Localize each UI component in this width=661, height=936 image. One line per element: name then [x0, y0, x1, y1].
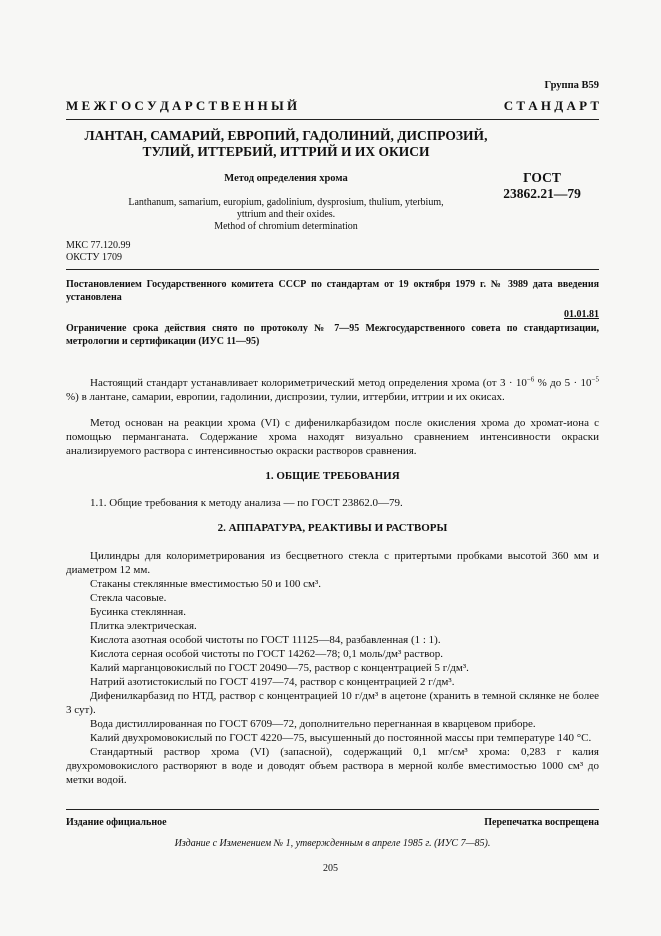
mks-code: МКС 77.120.99: [66, 240, 131, 251]
resolution-text: Постановлением Государственного комитета СССР по стандартам от 19 октября 1979 г. № 3989 дата введения установлена: [66, 279, 599, 303]
list-item: Кислота серная особой чистоты по ГОСТ 14262—78; 0,1 моль/дм³ раствор.: [90, 648, 443, 660]
classification-codes: [66, 240, 130, 264]
section-2-heading: 2. АППАРАТУРА, РЕАКТИВЫ И РАСТВОРЫ: [217, 522, 448, 534]
codes-rule: [66, 269, 599, 270]
list-item: Калий марганцовокислый по ГОСТ 20490—75, раствор с концентрацией 5 г/дм³.: [90, 662, 469, 674]
list-item: Стандартный раствор хрома (VI) (запасной), содержащий 0,1 мг/см³ хрома: 0,283 г калия двухромовокислого растворяют в воде и доводят объем раствора в мерной колбе вместимостью 1000 см³ до метки водой.: [66, 746, 599, 786]
list-item: Бусинка стеклянная.: [90, 606, 186, 618]
title-line-2: ТУЛИЙ, ИТТЕРБИЙ, ИТТРИЙ И ИХ ОКИСИ: [142, 144, 430, 159]
reagent-list: [66, 549, 599, 787]
latin-line-2: yttrium and their oxides.: [236, 209, 336, 220]
list-item: Плитка электрическая.: [90, 620, 197, 632]
list-item: Калий двухромовокислый по ГОСТ 4220—75, высушенный до постоянной массы при температуре 140 °С.: [90, 732, 592, 744]
intro-paragraph-1: Настоящий стандарт устанавливает колориметрический метод определения хрома (от $3 \cdot 10^{-6}$ % до $5 \cdot 10^{-5}$ %) в лантане, самарии, европии, гадолинии, диспрозии, тулии, иттербии, иттрии и их окисах.: [66, 375, 599, 403]
edition-note: Издание с Изменением № 1, утвержденным в апреле 1985 г. (ИУС 7—85).: [174, 838, 491, 849]
header-interstate: М Е Ж Г О С У Д А Р С Т В Е Н Н Ы Й: [66, 98, 298, 113]
list-item: Стекла часовые.: [90, 592, 167, 604]
restriction-text: Ограничение срока действия снято по протоколу № 7—95 Межгосударственного совета по стандартизации, метрологии и сертификации (ИУС 11—95): [66, 323, 599, 347]
title-line-1: ЛАНТАН, САМАРИЙ, ЕВРОПИЙ, ГАДОЛИНИЙ, ДИСПРОЗИЙ,: [84, 128, 488, 143]
group-code: Группа В59: [544, 80, 599, 91]
section-1-text: 1.1. Общие требования к методу анализа — по ГОСТ 23862.0—79.: [90, 497, 403, 509]
gost-number: 23862.21—79: [503, 186, 581, 201]
section-1-heading: 1. ОБЩИЕ ТРЕБОВАНИЯ: [265, 470, 400, 482]
page-number: 205: [323, 863, 338, 874]
document-title: [66, 128, 506, 160]
footer-rule: [66, 809, 599, 810]
list-item: Кислота азотная особой чистоты по ГОСТ 11125—84, разбавленная (1 : 1).: [90, 634, 441, 646]
document-subtitle: Метод определения хрома: [224, 173, 348, 184]
list-item: Вода дистиллированная по ГОСТ 6709—72, дополнительно перегнанная в кварцевом приборе.: [90, 718, 536, 730]
header-standard: С Т А Н Д А Р Т: [503, 98, 599, 113]
okstu-code: ОКСТУ 1709: [66, 252, 123, 263]
latin-title: [66, 197, 506, 233]
list-item: Дифенилкарбазид по НТД, раствор с концентрацией 10 г/дм³ в ацетоне (хранить в темной склянке не более 3 сут).: [66, 690, 599, 716]
latin-line-1: Lanthanum, samarium, europium, gadolinium, dysprosium, thulium, yterbium,: [128, 197, 444, 208]
gost-label: ГОСТ: [523, 170, 561, 185]
reprint-prohibited: Перепечатка воспрещена: [484, 817, 599, 828]
introduction-date: 01.01.81: [564, 309, 599, 320]
intro-paragraph-2: Метод основан на реакции хрома (VI) с дифенилкарбазидом после окисления хрома до хромат-иона с помощью перманганата. Содержание хрома находят визуально сравнением интенсивности окраски анализируемого раствора с интенсивностью окраски растворов сравнения.: [66, 417, 599, 457]
list-item: Стаканы стеклянные вместимостью 50 и 100 см³.: [90, 578, 321, 590]
header-rule: [66, 119, 599, 120]
list-item: Цилиндры для колориметрирования из бесцветного стекла с притертыми пробками высотой 360 мм и диаметром 12 мм.: [66, 550, 599, 576]
gost-designation: [492, 170, 592, 202]
list-item: Натрий азотистокислый по ГОСТ 4197—74, раствор с концентрацией 2 г/дм³.: [90, 676, 455, 688]
standard-header: [66, 98, 599, 114]
official-edition: Издание официальное: [66, 817, 167, 828]
latin-line-3: Method of chromium determination: [214, 221, 358, 232]
